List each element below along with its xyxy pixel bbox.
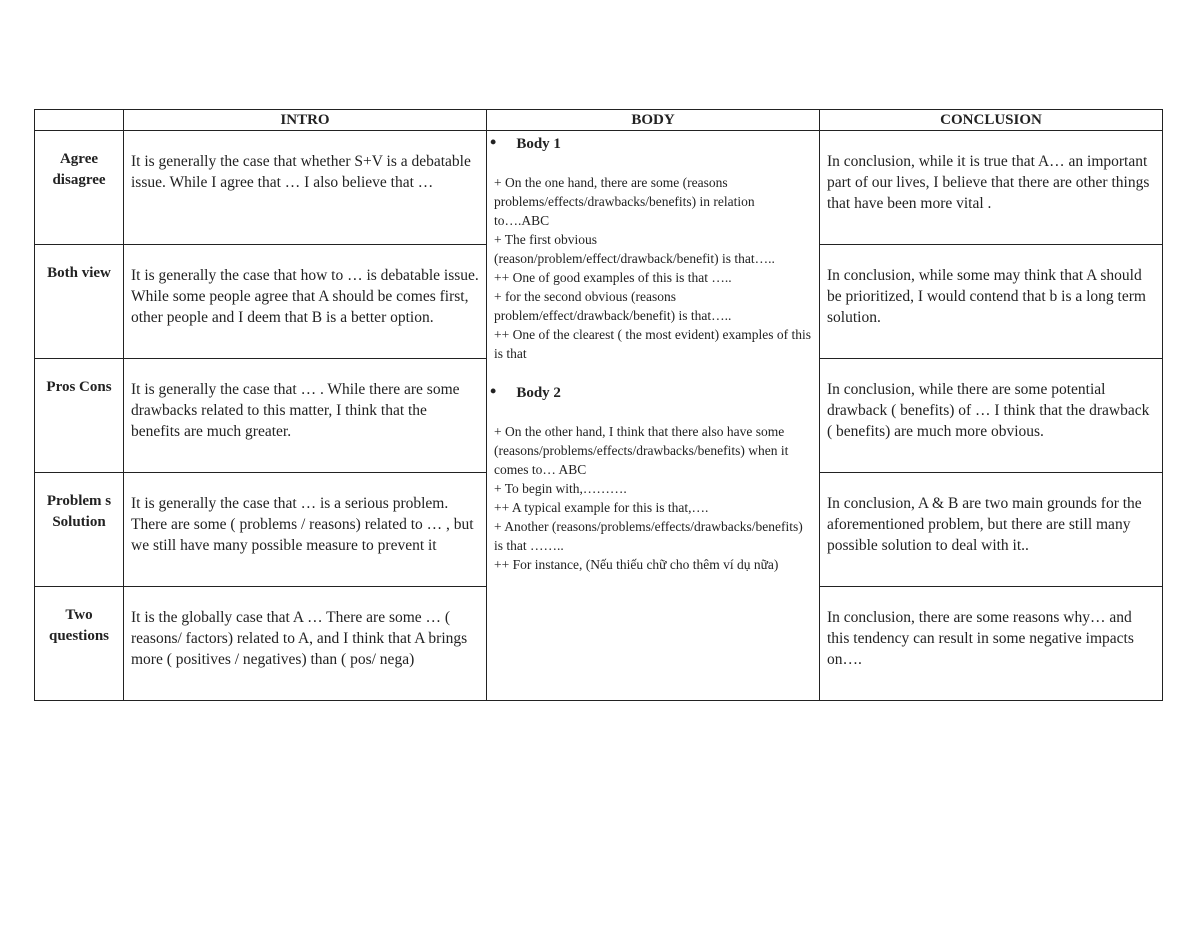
- body-cell: [487, 131, 820, 701]
- intro-cell: It is generally the case that how to … is debatable issue. While some people agree that A should be comes first, other people and I deem that B is a better option.: [124, 245, 487, 359]
- template-table: [34, 109, 1163, 701]
- intro-cell: It is the globally case that A … There are some … ( reasons/ factors) related to A, and I think that A brings more ( positives / negatives) than ( pos/ nega): [124, 587, 487, 701]
- conclusion-cell: In conclusion, A & B are two main grounds for the aforementioned problem, but there are still many possible solution to deal with it..: [820, 473, 1163, 587]
- row-label: Both view: [35, 245, 124, 359]
- body-line: ++ One of good examples of this is that …..: [494, 270, 732, 285]
- header-body: BODY: [487, 110, 820, 131]
- conclusion-cell: In conclusion, while there are some potential drawback ( benefits) of … I think that the drawback ( benefits) are much more obvious.: [820, 359, 1163, 473]
- intro-cell: It is generally the case that … . While there are some drawbacks related to this matter, I think that the benefits are much greater.: [124, 359, 487, 473]
- row-label: Problem s Solution: [35, 473, 124, 587]
- body2-heading: • Body 2: [516, 382, 812, 403]
- body-line: + On the one hand, there are some (reasons problems/effects/drawbacks/benefits) in relation to….ABC: [494, 175, 755, 228]
- body-line: ++ One of the clearest ( the most evident) examples of this is that: [494, 327, 812, 361]
- row-label: Two questions: [35, 587, 124, 701]
- row-label: Pros Cons: [35, 359, 124, 473]
- corner-cell: [35, 110, 124, 131]
- body1-heading: • Body 1: [516, 133, 812, 154]
- row-label: Agree disagree: [35, 131, 124, 245]
- body-line: + for the second obvious (reasons problem/effect/drawback/benefit) is that…..: [494, 289, 732, 323]
- header-intro: INTRO: [124, 110, 487, 131]
- body-line: + On the other hand, I think that there also have some (reasons/problems/effects/drawbacks/benefits) when it comes to… ABC: [494, 424, 789, 477]
- body-line: ++ For instance, (Nếu thiếu chữ cho thêm ví dụ nữa): [494, 557, 779, 572]
- intro-cell: It is generally the case that … is a serious problem. There are some ( problems / reasons) related to … , but we still have many possible measure to prevent it: [124, 473, 487, 587]
- conclusion-cell: In conclusion, while it is true that A… an important part of our lives, I believe that there are other things that have been more vital .: [820, 131, 1163, 245]
- conclusion-cell: In conclusion, there are some reasons why… and this tendency can result in some negative impacts on….: [820, 587, 1163, 701]
- body-line: + The first obvious (reason/problem/effect/drawback/benefit) is that…..: [494, 232, 775, 266]
- header-conclusion: CONCLUSION: [820, 110, 1163, 131]
- body-line: + To begin with,……….: [494, 481, 627, 496]
- body-line: + Another (reasons/problems/effects/drawbacks/benefits) is that ……..: [494, 519, 803, 553]
- body-line: ++ A typical example for this is that,….: [494, 500, 709, 515]
- conclusion-cell: In conclusion, while some may think that A should be prioritized, I would contend that b is a long term solution.: [820, 245, 1163, 359]
- intro-cell: It is generally the case that whether S+V is a debatable issue. While I agree that … I also believe that …: [124, 131, 487, 245]
